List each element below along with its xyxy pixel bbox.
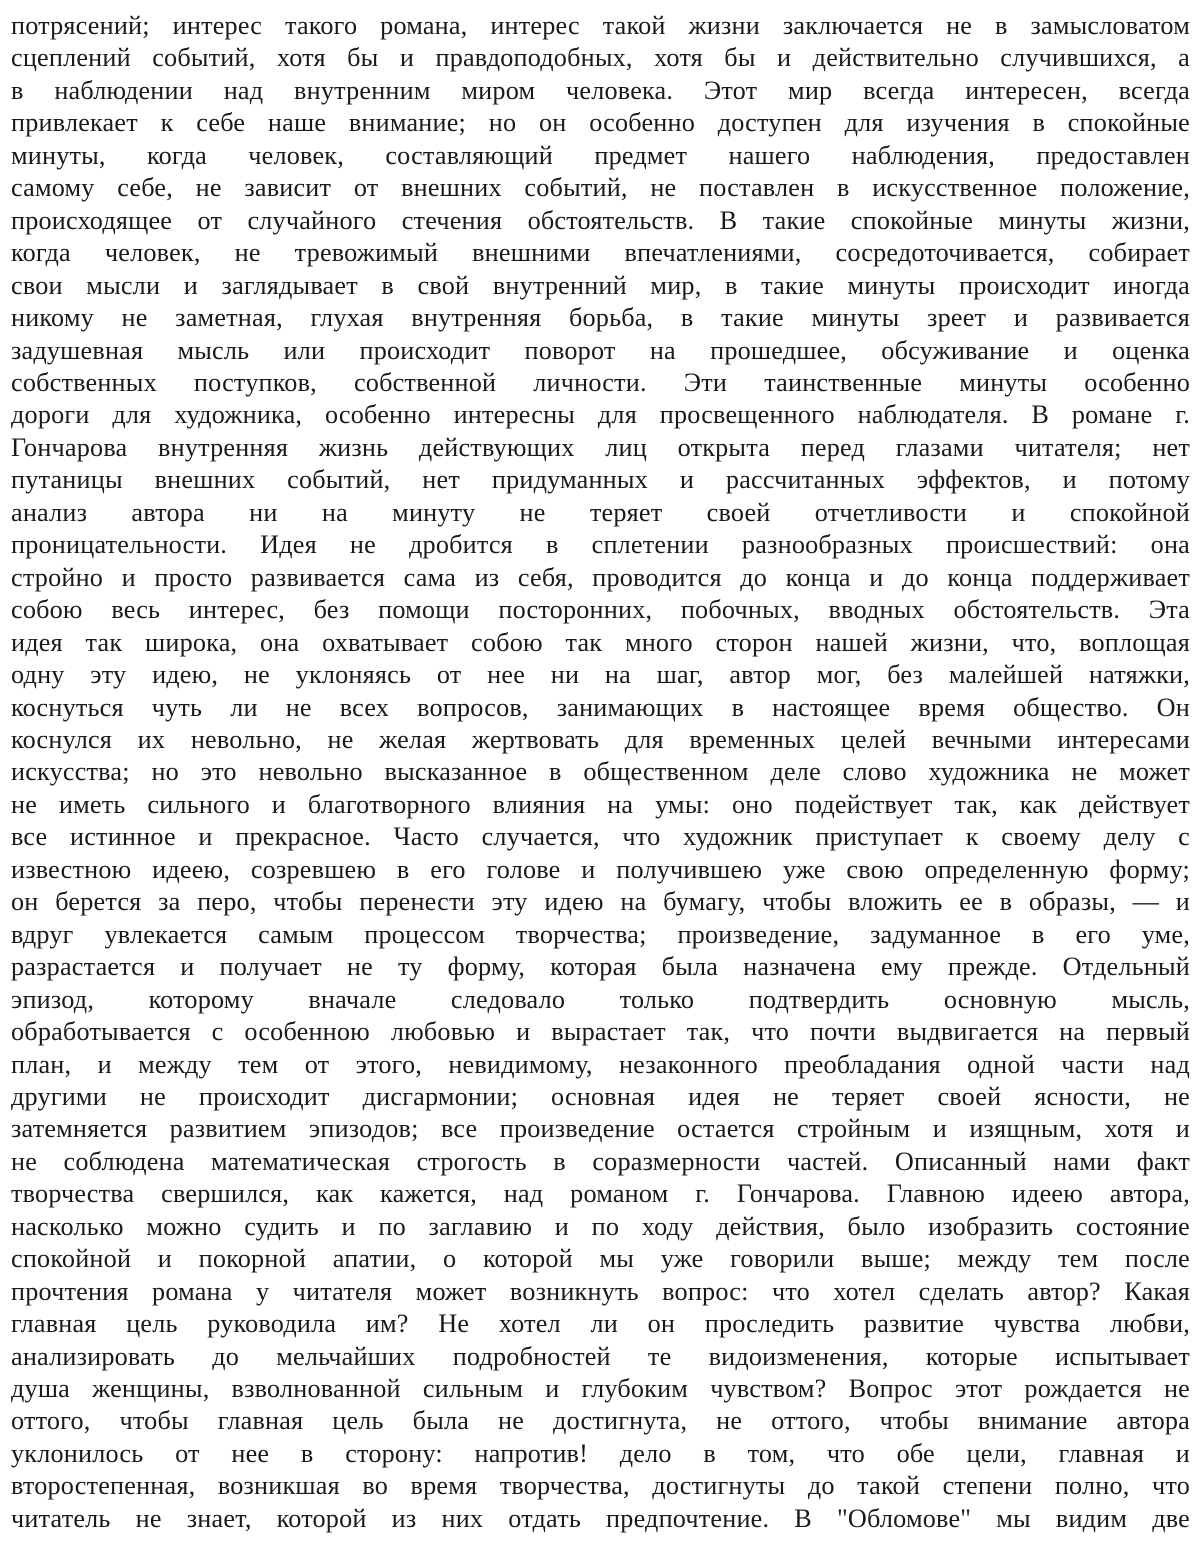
text-line: план, и между тем от этого, невидимому, незаконного преобладания одной части над bbox=[11, 1049, 1190, 1079]
text-line: в наблюдении над внутренним миром человека. Этот мир всегда интересен, всегда bbox=[11, 75, 1190, 105]
text-line: происходящее от случайного стечения обстоятельств. В такие спокойные минуты жизни, bbox=[11, 205, 1190, 235]
text-line: Гончарова внутренняя жизнь действующих лиц открыта перед глазами читателя; нет bbox=[11, 432, 1190, 462]
text-line: прочтения романа у читателя может возникнуть вопрос: что хотел сделать автор? Какая bbox=[11, 1276, 1190, 1306]
text-line: коснулся их невольно, не желая жертвовать для временных целей вечными интересами bbox=[11, 724, 1190, 754]
text-line: минуты, когда человек, составляющий предмет нашего наблюдения, предоставлен bbox=[11, 140, 1190, 170]
text-line: он берется за перо, чтобы перенести эту идею на бумагу, чтобы вложить ее в образы, — и bbox=[11, 887, 1190, 917]
text-line: никому не заметная, глухая внутренняя борьба, в такие минуты зреет и развивается bbox=[11, 303, 1190, 333]
text-line: другими не происходит дисгармонии; основная идея не теряет своей ясности, не bbox=[11, 1081, 1190, 1111]
text-line: задушевная мысль или происходит поворот на прошедшее, обсуживание и оценка bbox=[11, 335, 1190, 365]
text-line: анализировать до мельчайших подробностей те видоизменения, которые испытывает bbox=[11, 1341, 1190, 1371]
text-line: эпизод, которому вначале следовало только подтвердить основную мысль, bbox=[11, 984, 1190, 1014]
text-line: спокойной и покорной апатии, о которой мы уже говорили выше; между тем после bbox=[11, 1244, 1190, 1274]
text-line: душа женщины, взволнованной сильным и глубоким чувством? Вопрос этот рождается не bbox=[11, 1374, 1190, 1404]
text-line: собственных поступков, собственной личности. Эти таинственные минуты особенно bbox=[11, 367, 1190, 397]
text-line: разрастается и получает не ту форму, которая была назначена ему прежде. Отдельный bbox=[11, 952, 1190, 982]
text-line: не иметь сильного и благотворного влияния на умы: оно подействует так, как действует bbox=[11, 789, 1190, 819]
text-line: дороги для художника, особенно интересны для просвещенного наблюдателя. В романе г. bbox=[11, 400, 1190, 430]
text-line: привлекает к себе наше внимание; но он особенно доступен для изучения в спокойные bbox=[11, 108, 1190, 138]
text-line: все истинное и прекрасное. Часто случается, что художник приступает к своему делу с bbox=[11, 822, 1190, 852]
text-line: когда человек, не тревожимый внешними впечатлениями, сосредоточивается, собирает bbox=[11, 238, 1190, 268]
text-line: идея так широка, она охватывает собою так много сторон нашей жизни, что, воплощая bbox=[11, 627, 1190, 657]
text-line: собою весь интерес, без помощи посторонних, побочных, вводных обстоятельств. Эта bbox=[11, 595, 1190, 625]
text-line: обработывается с особенною любовью и вырастает так, что почти выдвигается на первый bbox=[11, 1017, 1190, 1047]
text-line: путаницы внешних событий, нет придуманных и рассчитанных эффектов, и потому bbox=[11, 465, 1190, 495]
text-line: известною идеею, созревшею в его голове и получившею уже свою определенную форму; bbox=[11, 854, 1190, 884]
text-line: искусства; но это невольно высказанное в общественном деле слово художника не может bbox=[11, 757, 1190, 787]
text-line: проницательности. Идея не дробится в сплетении разнообразных происшествий: она bbox=[11, 530, 1190, 560]
text-line: затемняется развитием эпизодов; все произведение остается стройным и изящным, хотя и bbox=[11, 1114, 1190, 1144]
text-line: насколько можно судить и по заглавию и по ходу действия, было изобразить состояние bbox=[11, 1211, 1190, 1241]
text-line: свои мысли и заглядывает в свой внутренний мир, в такие минуты происходит иногда bbox=[11, 270, 1190, 300]
text-line: вдруг увлекается самым процессом творчества; произведение, задуманное в его уме, bbox=[11, 919, 1190, 949]
text-line: стройно и просто развивается сама из себя, проводится до конца и до конца поддерживает bbox=[11, 562, 1190, 592]
text-line: самому себе, не зависит от внешних событий, не поставлен в искусственное положение, bbox=[11, 173, 1190, 203]
text-line: творчества свершился, как кажется, над романом г. Гончарова. Главною идеею автора, bbox=[11, 1179, 1190, 1209]
text-line: не соблюдена математическая строгость в соразмерности частей. Описанный нами факт bbox=[11, 1146, 1190, 1176]
text-line: анализ автора ни на минуту не теряет своей отчетливости и спокойной bbox=[11, 497, 1190, 527]
text-line: оттого, чтобы главная цель была не достигнута, не оттого, чтобы внимание автора bbox=[11, 1406, 1190, 1436]
text-line: уклонилось от нее в сторону: напротив! дело в том, что обе цели, главная и bbox=[11, 1438, 1190, 1468]
text-line: второстепенная, возникшая во время творчества, достигнуты до такой степени полно, что bbox=[11, 1471, 1190, 1501]
text-line: коснуться чуть ли не всех вопросов, занимающих в настоящее время общество. Он bbox=[11, 692, 1190, 722]
text-line: сцеплений событий, хотя бы и правдоподобных, хотя бы и действительно случившихся, а bbox=[11, 43, 1190, 73]
text-line: потрясений; интерес такого романа, интерес такой жизни заключается не в замысловатом bbox=[11, 11, 1190, 40]
text-line: главная цель руководила им? Не хотел ли он проследить развитие чувства любви, bbox=[11, 1309, 1190, 1339]
text-line: одну эту идею, не уклоняясь от нее ни на шаг, автор мог, без малейшей натяжки, bbox=[11, 660, 1190, 690]
document-body-text bbox=[11, 10, 1190, 1535]
text-line: читатель не знает, которой из них отдать предпочтение. В "Обломове" мы видим две bbox=[11, 1503, 1190, 1533]
